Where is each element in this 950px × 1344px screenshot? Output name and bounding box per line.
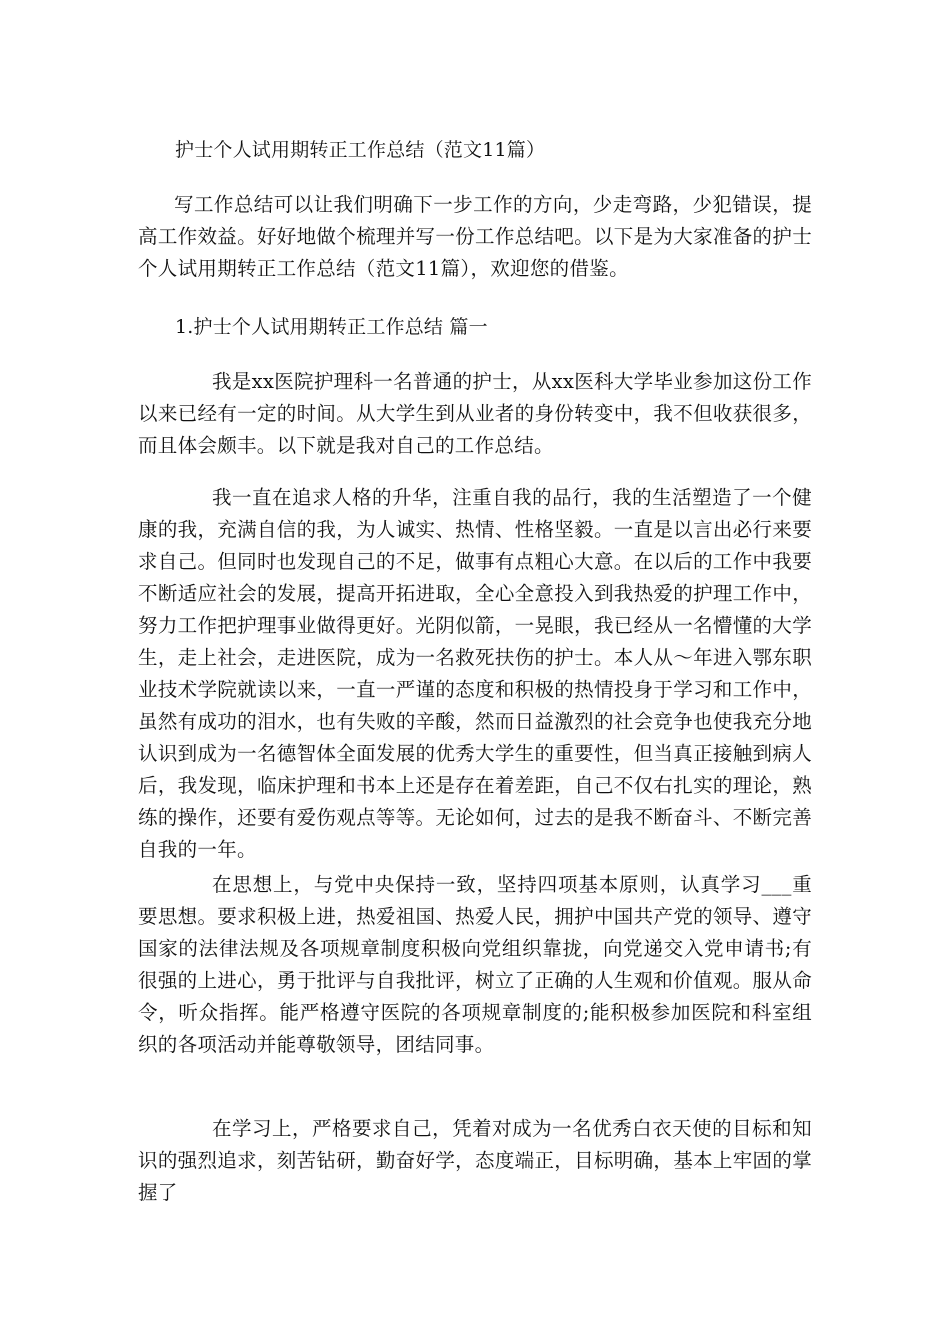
section-heading: 1.护士个人试用期转正工作总结 篇一 [175,316,488,338]
body-paragraph: 我一直在追求人格的升华，注重自我的品行，我的生活塑造了一个健康的我，充满自信的我，为人诚实、热情、性格坚毅。一直是以言出必行来要求自己。但同时也发现自己的不足，做事有点粗心大意。在以后的工作中我要不断适应社会的发展，提高开拓进取，全心全意投入到我热爱的护理工作中，努力工作把护理事业做得更好。光阴似箭，一晃眼，我已经从一名懵懂的大学生，走上社会，走进医院，成为一名救死扶伤的护士。本人从～年进入鄂东职业技术学院就读以来，一直一严谨的态度和积极的热情投身于学习和工作中，虽然有成功的泪水，也有失败的辛酸，然而日益激烈的社会竞争也使我充分地认识到成为一名德智体全面发展的优秀大学生的重要性，但当真正接触到病人后，我发现，临床护理和书本上还是存在着差距，自己不仅右扎实的理论，熟练的操作，还要有爱伤观点等等。无论如何，过去的是我不断奋斗、不断完善自我的一年。 [138,486,812,861]
intro-paragraph: 写工作总结可以让我们明确下一步工作的方向，少走弯路，少犯错误，提高工作效益。好好地做个梳理并写一份工作总结吧。以下是为大家准备的护士个人试用期转正工作总结（范文11篇），欢迎您的借鉴。 [138,193,812,280]
body-paragraph: 在思想上，与党中央保持一致，坚持四项基本原则，认真学习___重要思想。要求积极上进，热爱祖国、热爱人民，拥护中国共产党的领导、遵守国家的法律法规及各项规章制度积极向党组织靠拢，向党递交入党申请书;有很强的上进心，勇于批评与自我批评，树立了正确的人生观和价值观。服从命令，听众指挥。能严格遵守医院的各项规章制度的;能积极参加医院和科室组织的各项活动并能尊敬领导，团结同事。 [138,873,812,1056]
body-paragraph: 我是xx医院护理科一名普通的护士，从xx医科大学毕业参加这份工作以来已经有一定的时间。从大学生到从业者的身份转变中，我不但收获很多，而且体会颇丰。以下就是我对自己的工作总结。 [138,370,812,457]
document-title: 护士个人试用期转正工作总结（范文11篇） [175,139,546,161]
body-paragraph: 在学习上，严格要求自己，凭着对成为一名优秀白衣天使的目标和知识的强烈追求，刻苦钻研，勤奋好学，态度端正，目标明确，基本上牢固的掌握了 [138,1117,812,1204]
